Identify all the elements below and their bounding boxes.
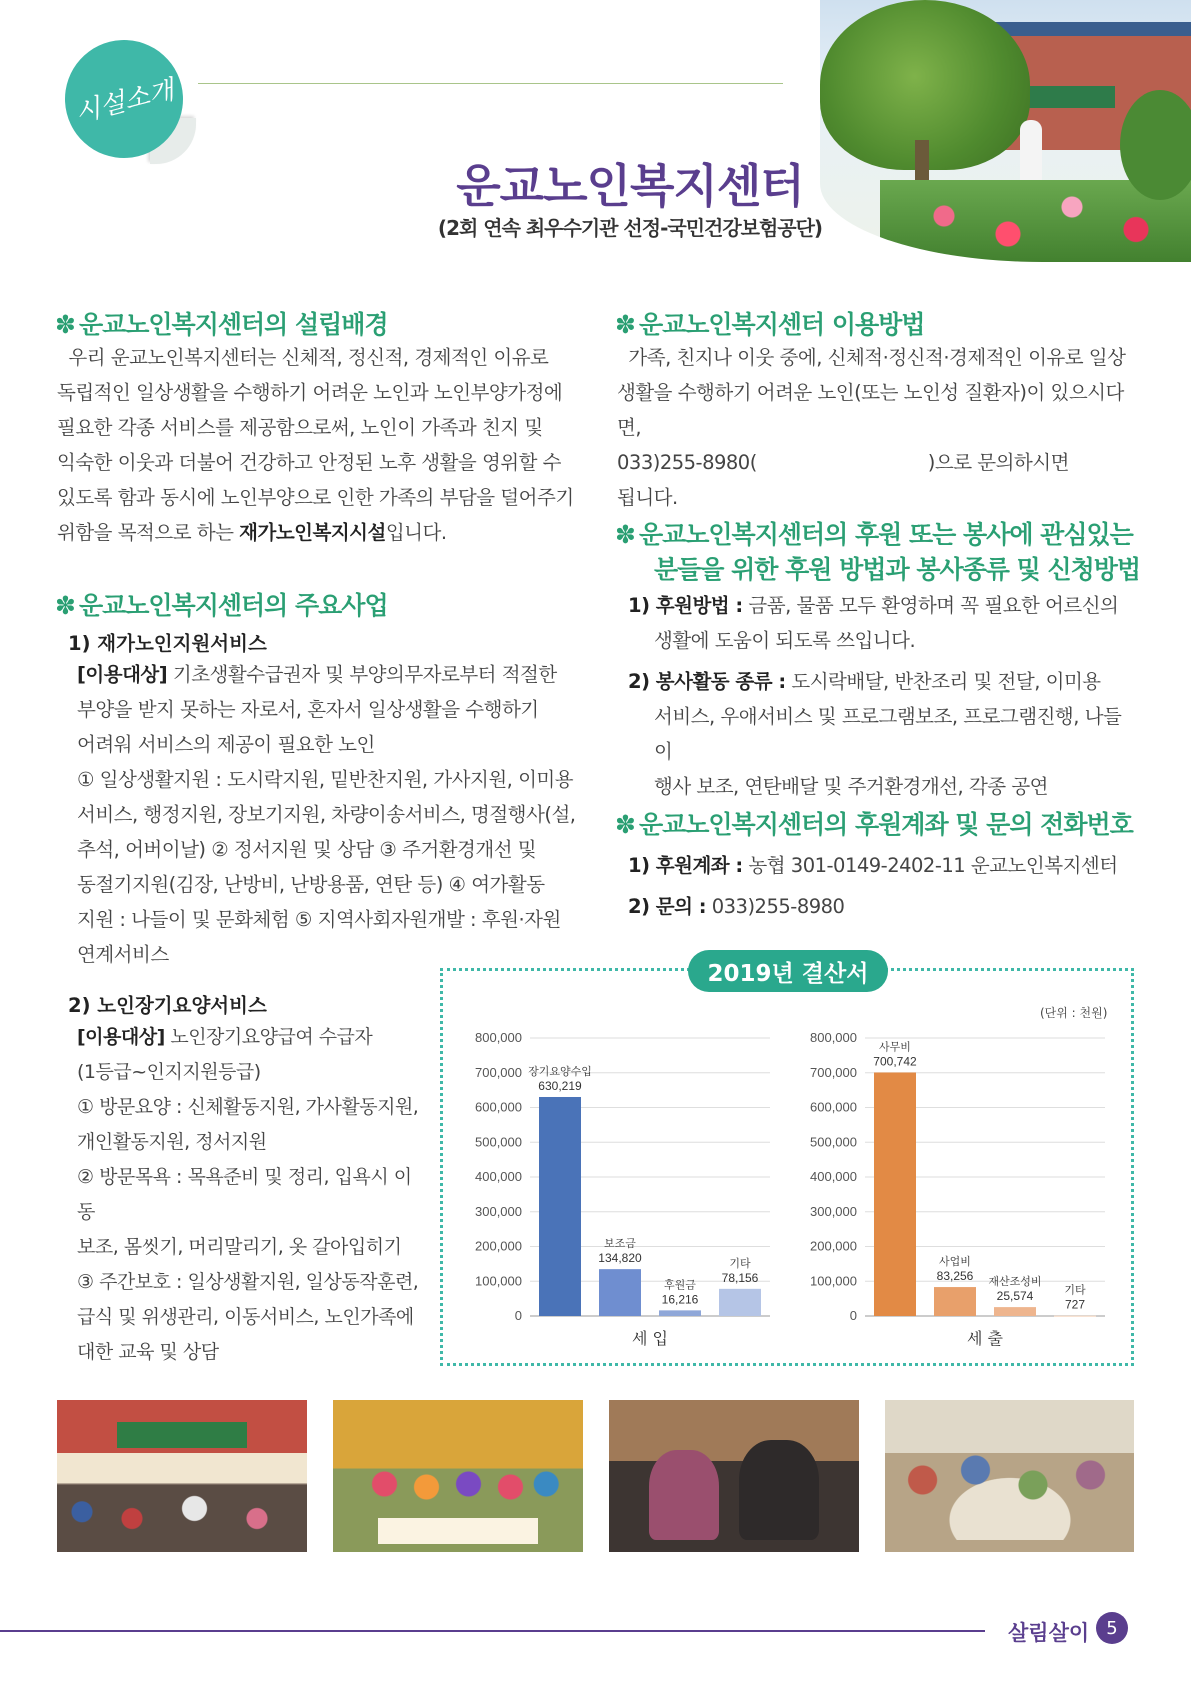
contact-list [628,848,1138,924]
y-tick-label: 500,000 [810,1134,857,1150]
budget-charts [440,968,1134,1366]
photo-outing [333,1400,583,1552]
bar-category-label: 사무비 [879,1040,911,1054]
y-tick-label: 700,000 [810,1064,857,1080]
photo-banner [378,1518,538,1544]
bar-value-label: 78,156 [721,1270,759,1285]
y-tick-label: 700,000 [475,1064,522,1080]
bar-value-label: 727 [1064,1297,1086,1312]
income-chart [475,1030,770,1348]
bar-value-label: 25,574 [996,1289,1034,1304]
y-tick-label: 600,000 [810,1099,857,1115]
bar-value-label: 134,820 [598,1251,642,1266]
section-title-background: ✽ 운교노인복지센터의 설립배경 [55,310,388,339]
footer-brand: 살림살이 [1008,1621,1090,1645]
bar-category-label: 기타 [729,1256,751,1270]
y-tick-label: 100,000 [475,1273,522,1289]
support-item-donation: 1) 후원방법 : 금품, 물품 모두 환영하며 꼭 필요한 어르신의 [628,594,1119,617]
y-tick-label: 800,000 [810,1030,857,1045]
photo-people-table [895,1440,1125,1540]
long-term-care-paragraph: [이용대상] 노인장기요양급여 수급자 (1등급~인지지원등급) ① 방문요양 : 신체활동지원, 가사활동지원, 개인활동지원, 정서지원 ② 방문목욕 : 목욕준비 및 정리, 입욕시 이동 보조, 몸씻기, 머리말리기, 옷 갈아입히기 ③ 주간보호 : 일상생활지원, 일상동작훈련, 급식 및 위생관리, 이동서비스, 노인가족에 대한 교육 및 상담 [77,1026,419,1363]
photo-group [353,1460,563,1520]
y-tick-label: 200,000 [475,1238,522,1254]
bar-value-label: 83,256 [936,1269,974,1284]
flower-icon: ✽ [55,310,75,339]
bar-보조금 [599,1269,641,1316]
section-title-main-projects: ✽ 운교노인복지센터의 주요사업 [55,591,388,620]
x-axis-label: 세 출 [967,1329,1003,1348]
unit-note: (단위 : 천원) [1040,1006,1108,1020]
y-tick-label: 0 [849,1308,857,1323]
y-tick-label: 100,000 [810,1273,857,1289]
photo-crowd [57,1485,307,1552]
header-divider [198,83,783,84]
y-tick-label: 200,000 [810,1238,857,1254]
bar-재산조성비 [994,1307,1036,1316]
contact-account: 1) 후원계좌 : 농협 301-0149-2402-11 운교노인복지센터 [628,854,1118,877]
y-tick-label: 800,000 [475,1030,522,1045]
y-tick-label: 500,000 [475,1134,522,1150]
page-number: 5 [1096,1612,1128,1644]
budget-badge: 2019년 결산서 [688,950,888,992]
bar-category-label: 장기요양수입 [528,1064,592,1078]
flower-icon: ✽ [615,520,635,549]
flower-icon: ✽ [615,810,635,839]
bar-value-label: 16,216 [661,1292,699,1307]
bar-사업비 [934,1287,976,1316]
bar-장기요양수입 [539,1097,581,1316]
x-axis-label: 세 입 [632,1329,668,1348]
bar-category-label: 후원금 [664,1278,696,1292]
subheading-home-care: 1) 재가노인지원서비스 [68,632,267,655]
section-badge: 시설소개 [52,27,195,170]
photo-signboard [117,1422,247,1448]
bar-사무비 [874,1072,916,1316]
support-list: 1) 후원방법 : 금품, 물품 모두 환영하며 꼭 필요한 어르신의 생활에 도움이 되도록 쓰입니다. 2) 봉사활동 종류 : 도시락배달, 반찬조리 및 전달, 이미용 서비스, 우애서비스 및 프로그램보조, 프로그램진행, 나들이 행사 보조, 연탄배달 및 주거환경개선, 각종 공연 [628,588,1138,804]
subheading-long-term-care: 2) 노인장기요양서비스 [68,994,267,1017]
bar-category-label: 재산조성비 [988,1275,1042,1289]
bar-기타 [1054,1316,1096,1317]
section-title-usage: ✽ 운교노인복지센터 이용방법 [615,310,925,339]
page-title: 운교노인복지센터 [456,159,804,213]
facility-signboard [1025,86,1115,108]
flower-icon: ✽ [55,591,75,620]
y-tick-label: 300,000 [810,1203,857,1219]
footer-divider [0,1630,985,1632]
usage-paragraph: 가족, 친지나 이웃 중에, 신체적·정신적·경제적인 이유로 일상 생활을 수행하기 어려운 노인(또는 노인성 질환자)이 있으시다면, 033)255-8980( )으로 문의하시면 됩니다. [617,346,1126,509]
bar-value-label: 700,742 [873,1054,917,1069]
support-item-volunteer: 2) 봉사활동 종류 : 도시락배달, 반찬조리 및 전달, 이미용 [628,670,1101,693]
y-tick-label: 0 [514,1308,522,1323]
contact-phone: 2) 문의 : 033)255-8980 [628,895,845,918]
bar-기타 [719,1289,761,1316]
page-subtitle: (2회 연속 최우수기관 선정-국민건강보험공단) [437,216,823,240]
y-tick-label: 600,000 [475,1099,522,1115]
y-tick-label: 400,000 [475,1169,522,1184]
background-paragraph: 우리 운교노인복지센터는 신체적, 정신적, 경제적인 이유로 독립적인 일상생활을 수행하기 어려운 노인과 노인부양가정에 필요한 각종 서비스를 제공함으로써, 노인이 가족과 친지 및 익숙한 이웃과 더불어 건강하고 안정된 노후 생활을 영위할 수 있도록 함과 동시에 노인부양으로 인한 가족의 부담을 덜어주기 위함을 목적으로 하는 재가노인복지시설입니다. [57,346,574,544]
bar-후원금 [659,1310,701,1316]
bar-category-label: 사업비 [939,1255,971,1269]
y-tick-label: 400,000 [810,1169,857,1184]
section-title-support-line2: 분들을 위한 후원 방법과 봉사종류 및 신청방법 [654,555,1141,584]
photo-activity [885,1400,1134,1552]
photo-person-1 [649,1450,719,1540]
flower-icon: ✽ [615,310,635,339]
photo-care [609,1400,859,1552]
expense-chart [810,1030,1105,1348]
bar-category-label: 보조금 [604,1237,636,1251]
photo-ceremony [57,1400,307,1552]
photo-person-2 [739,1440,819,1540]
bar-category-label: 기타 [1064,1283,1086,1297]
shrub [1120,90,1191,200]
y-tick-label: 300,000 [475,1203,522,1219]
home-care-paragraph: [이용대상] 기초생활수급권자 및 부양의무자로부터 적절한 부양을 받지 못하는 자로서, 혼자서 일상생활을 수행하기 어려워 서비스의 제공이 필요한 노인 ① 일상생활지원 : 도시락지원, 밑반찬지원, 가사지원, 이미용 서비스, 행정지원, 장보기지원, 차량이송서비스, 명절행사(설, 추석, 어버이날) ② 정서지원 및 상담 ③ 주거환경개선 및 동절기지원(김장, 난방비, 난방용품, 연탄 등) ④ 여가활동 지원 : 나들이 및 문화체험 ⑤ 지역사회자원개발 : 후원·자원 연계서비스 [77,663,576,966]
section-title-contact: ✽ 운교노인복지센터의 후원계좌 및 문의 전화번호 [615,810,1133,839]
section-title-support: ✽ 운교노인복지센터의 후원 또는 봉사에 관심있는 [615,520,1133,549]
bar-value-label: 630,219 [538,1078,582,1093]
